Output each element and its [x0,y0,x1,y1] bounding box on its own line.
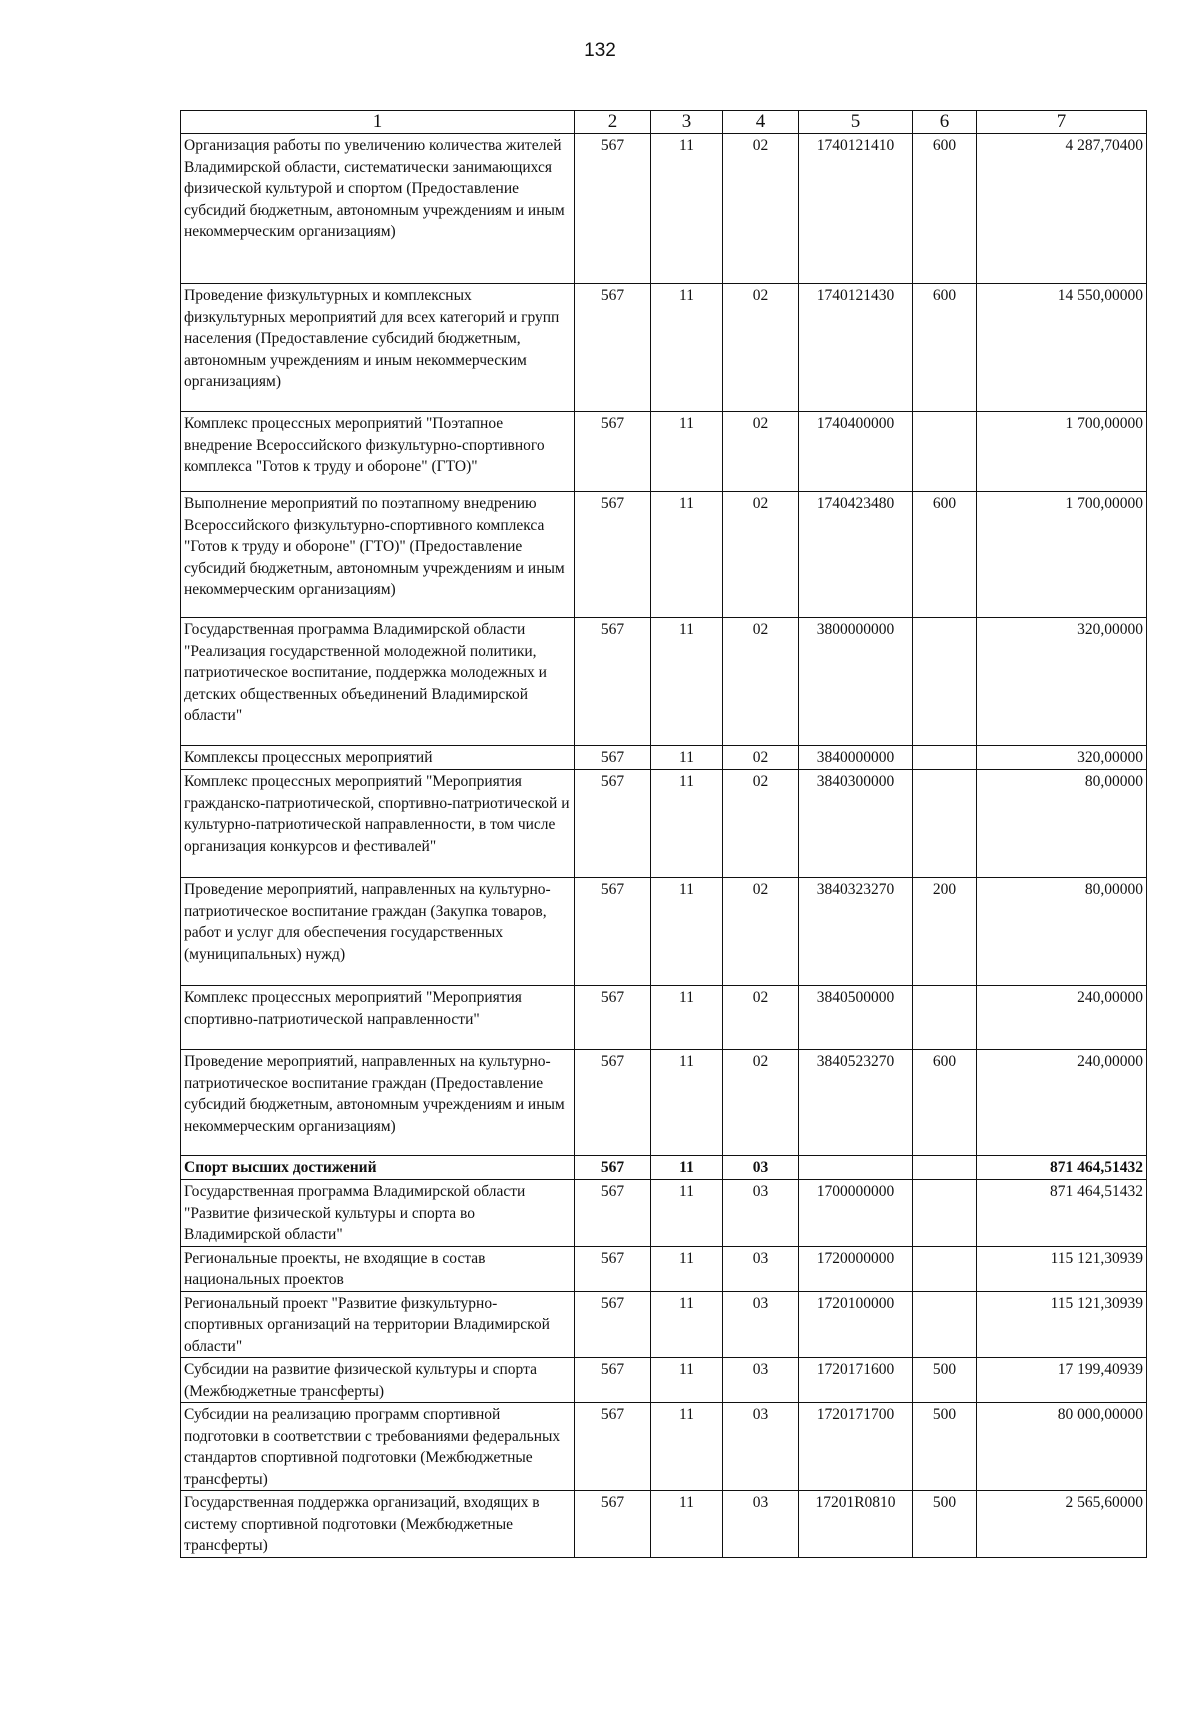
target-item-cell: 3800000000 [799,618,913,746]
header-cell: 5 [799,111,913,134]
row-name-cell: Комплекс процессных мероприятий "Мероприятия гражданско-патриотической, спортивно-патриотической и культурно-патриотической направленности, в том числе организация конкурсов и фестивалей" [181,770,575,878]
subsection-code-cell: 02 [723,134,799,284]
ministry-code-cell: 567 [575,1050,651,1156]
table-row [181,134,1147,284]
subsection-code-cell: 02 [723,1050,799,1156]
amount-cell: 80,00000 [977,770,1147,878]
section-code-cell: 11 [651,618,723,746]
row-name-cell: Комплекс процессных мероприятий "Поэтапное внедрение Всероссийского физкультурно-спортивного комплекса "Готов к труду и обороне" (ГТО)" [181,412,575,492]
section-code-cell: 11 [651,1246,723,1291]
table-row [181,746,1147,770]
row-name-cell: Выполнение мероприятий по поэтапному внедрению Всероссийского физкультурно-спортивного комплекса "Готов к труду и обороне" (ГТО)" (Предоставление субсидий бюджетным, автономным учреждениям и иным некоммерческим организациям) [181,492,575,618]
ministry-code-cell: 567 [575,986,651,1050]
row-name-cell: Проведение мероприятий, направленных на культурно-патриотическое воспитание граждан (Предоставление субсидий бюджетным, автономным учреждениям и иным некоммерческим организациям) [181,1050,575,1156]
table-row [181,1180,1147,1247]
expense-type-cell [913,1291,977,1358]
target-item-cell: 1740121410 [799,134,913,284]
ministry-code-cell: 567 [575,618,651,746]
table-row [181,1246,1147,1291]
target-item-cell: 1740400000 [799,412,913,492]
header-cell: 4 [723,111,799,134]
row-name-cell: Спорт высших достижений [181,1156,575,1180]
target-item-cell: 1700000000 [799,1180,913,1247]
section-code-cell: 11 [651,1156,723,1180]
section-code-cell: 11 [651,1180,723,1247]
expense-type-cell: 200 [913,878,977,986]
section-code-cell: 11 [651,412,723,492]
ministry-code-cell: 567 [575,878,651,986]
header-cell: 6 [913,111,977,134]
subsection-code-cell: 03 [723,1358,799,1403]
table-row [181,878,1147,986]
amount-cell: 871 464,51432 [977,1180,1147,1247]
ministry-code-cell: 567 [575,134,651,284]
row-name-cell: Региональные проекты, не входящие в состав национальных проектов [181,1246,575,1291]
subsection-code-cell: 02 [723,618,799,746]
subsection-code-cell: 03 [723,1156,799,1180]
amount-cell: 1 700,00000 [977,492,1147,618]
section-code-cell: 11 [651,284,723,412]
row-name-cell: Проведение физкультурных и комплексных физкультурных мероприятий для всех категорий и групп населения (Предоставление субсидий бюджетным, автономным учреждениям и иным некоммерческим организациям) [181,284,575,412]
target-item-cell: 1720100000 [799,1291,913,1358]
section-code-cell: 11 [651,1358,723,1403]
amount-cell: 80 000,00000 [977,1403,1147,1491]
ministry-code-cell: 567 [575,1156,651,1180]
subsection-code-cell: 03 [723,1491,799,1558]
ministry-code-cell: 567 [575,412,651,492]
amount-cell: 320,00000 [977,618,1147,746]
subsection-code-cell: 03 [723,1291,799,1358]
row-name-cell: Организация работы по увеличению количества жителей Владимирской области, систематически занимающихся физической культурой и спортом (Предоставление субсидий бюджетным, автономным учреждениям и иным некоммерческим организациям) [181,134,575,284]
budget-table [180,110,1147,1558]
target-item-cell: 1740423480 [799,492,913,618]
row-name-cell: Государственная поддержка организаций, входящих в систему спортивной подготовки (Межбюджетные трансферты) [181,1491,575,1558]
header-row [181,111,1147,134]
amount-cell: 115 121,30939 [977,1291,1147,1358]
section-code-cell: 11 [651,770,723,878]
table-row [181,284,1147,412]
target-item-cell: 1720000000 [799,1246,913,1291]
table-row [181,1156,1147,1180]
target-item-cell: 1740121430 [799,284,913,412]
header-cell: 1 [181,111,575,134]
section-code-cell: 11 [651,746,723,770]
expense-type-cell: 600 [913,134,977,284]
amount-cell: 320,00000 [977,746,1147,770]
table-row [181,1491,1147,1558]
target-item-cell: 17201R0810 [799,1491,913,1558]
subsection-code-cell: 02 [723,746,799,770]
ministry-code-cell: 567 [575,284,651,412]
row-name-cell: Государственная программа Владимирской области "Реализация государственной молодежной политики, патриотическое воспитание, поддержка молодежных и детских общественных объединений Владимирской области" [181,618,575,746]
section-code-cell: 11 [651,1050,723,1156]
expense-type-cell: 500 [913,1403,977,1491]
amount-cell: 14 550,00000 [977,284,1147,412]
target-item-cell: 1720171600 [799,1358,913,1403]
expense-type-cell [913,1180,977,1247]
header-cell: 2 [575,111,651,134]
target-item-cell: 3840323270 [799,878,913,986]
table-row [181,1050,1147,1156]
row-name-cell: Субсидии на развитие физической культуры и спорта (Межбюджетные трансферты) [181,1358,575,1403]
expense-type-cell [913,986,977,1050]
target-item-cell [799,1156,913,1180]
expense-type-cell [913,1156,977,1180]
amount-cell: 240,00000 [977,1050,1147,1156]
amount-cell: 871 464,51432 [977,1156,1147,1180]
expense-type-cell [913,1246,977,1291]
ministry-code-cell: 567 [575,492,651,618]
target-item-cell: 3840000000 [799,746,913,770]
table-row [181,986,1147,1050]
row-name-cell: Региональный проект "Развитие физкультурно-спортивных организаций на территории Владимирской области" [181,1291,575,1358]
subsection-code-cell: 02 [723,492,799,618]
table-row [181,770,1147,878]
amount-cell: 2 565,60000 [977,1491,1147,1558]
ministry-code-cell: 567 [575,1403,651,1491]
amount-cell: 17 199,40939 [977,1358,1147,1403]
target-item-cell: 1720171700 [799,1403,913,1491]
expense-type-cell: 600 [913,1050,977,1156]
section-code-cell: 11 [651,1403,723,1491]
row-name-cell: Субсидии на реализацию программ спортивной подготовки в соответствии с требованиями федеральных стандартов спортивной подготовки (Межбюджетные трансферты) [181,1403,575,1491]
row-name-cell: Комплексы процессных мероприятий [181,746,575,770]
ministry-code-cell: 567 [575,1358,651,1403]
table-row [181,492,1147,618]
header-cell: 7 [977,111,1147,134]
expense-type-cell [913,618,977,746]
expense-type-cell [913,412,977,492]
subsection-code-cell: 02 [723,986,799,1050]
ministry-code-cell: 567 [575,1491,651,1558]
expense-type-cell [913,770,977,878]
row-name-cell: Государственная программа Владимирской области "Развитие физической культуры и спорта во Владимирской области" [181,1180,575,1247]
subsection-code-cell: 03 [723,1180,799,1247]
table-row [181,1291,1147,1358]
ministry-code-cell: 567 [575,1246,651,1291]
section-code-cell: 11 [651,134,723,284]
amount-cell: 4 287,70400 [977,134,1147,284]
subsection-code-cell: 02 [723,412,799,492]
section-code-cell: 11 [651,986,723,1050]
section-code-cell: 11 [651,1291,723,1358]
expense-type-cell: 500 [913,1358,977,1403]
target-item-cell: 3840300000 [799,770,913,878]
subsection-code-cell: 02 [723,770,799,878]
section-code-cell: 11 [651,878,723,986]
amount-cell: 80,00000 [977,878,1147,986]
table-row [181,618,1147,746]
ministry-code-cell: 567 [575,1180,651,1247]
table-row [181,1403,1147,1491]
target-item-cell: 3840523270 [799,1050,913,1156]
target-item-cell: 3840500000 [799,986,913,1050]
expense-type-cell: 600 [913,492,977,618]
subsection-code-cell: 02 [723,878,799,986]
header-cell: 3 [651,111,723,134]
ministry-code-cell: 567 [575,770,651,878]
section-code-cell: 11 [651,492,723,618]
amount-cell: 240,00000 [977,986,1147,1050]
page-number: 132 [584,40,616,61]
expense-type-cell [913,746,977,770]
table-row [181,1358,1147,1403]
ministry-code-cell: 567 [575,746,651,770]
subsection-code-cell: 02 [723,284,799,412]
subsection-code-cell: 03 [723,1403,799,1491]
section-code-cell: 11 [651,1491,723,1558]
expense-type-cell: 600 [913,284,977,412]
amount-cell: 115 121,30939 [977,1246,1147,1291]
expense-type-cell: 500 [913,1491,977,1558]
subsection-code-cell: 03 [723,1246,799,1291]
amount-cell: 1 700,00000 [977,412,1147,492]
table-row [181,412,1147,492]
ministry-code-cell: 567 [575,1291,651,1358]
row-name-cell: Проведение мероприятий, направленных на культурно-патриотическое воспитание граждан (Закупка товаров, работ и услуг для обеспечения государственных (муниципальных) нужд) [181,878,575,986]
row-name-cell: Комплекс процессных мероприятий "Мероприятия спортивно-патриотической направленности" [181,986,575,1050]
